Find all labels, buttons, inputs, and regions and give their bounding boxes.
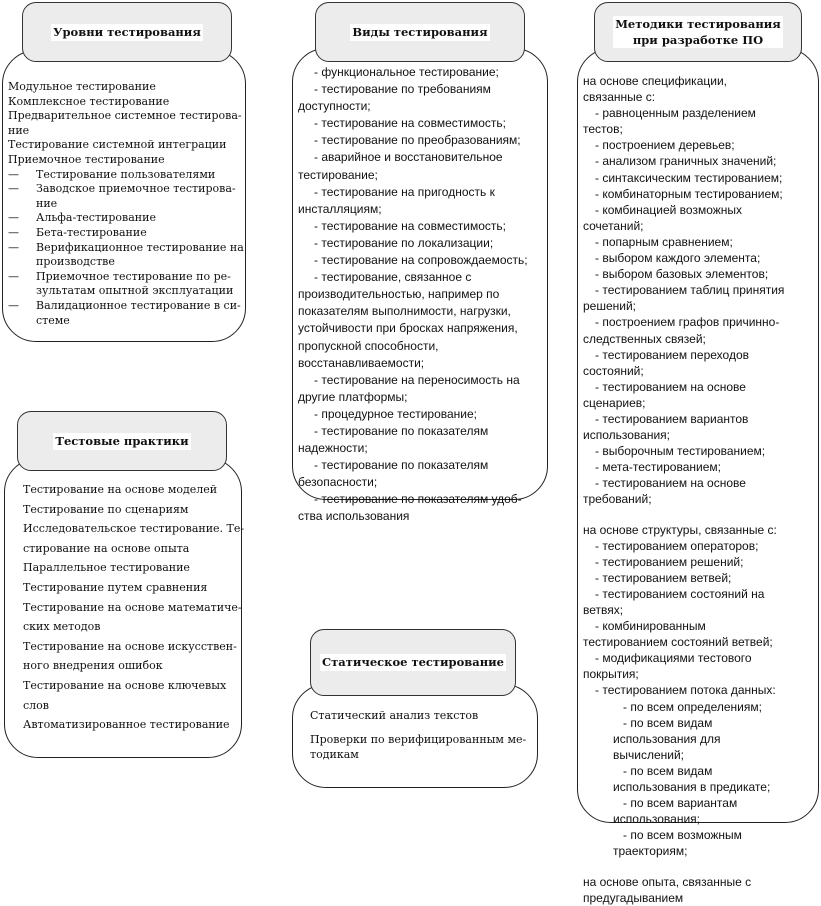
spacer bbox=[583, 860, 784, 874]
methods-item: - комбинированным bbox=[595, 619, 706, 634]
levels-sub-item-text: ние bbox=[36, 196, 58, 210]
types-item: восстанавливаемости; bbox=[298, 355, 425, 370]
methods-item: - выборочным тестированием; bbox=[595, 444, 766, 459]
types-item: безопасности; bbox=[298, 475, 378, 490]
types-item: производительностью, например по bbox=[298, 287, 500, 302]
types-list bbox=[298, 64, 528, 526]
methods-item: - тестированием состояний на bbox=[595, 586, 765, 601]
levels-sub-item-text: производстве bbox=[36, 255, 115, 269]
types-item: - тестирование по преобразованиям; bbox=[314, 133, 521, 148]
practices-item: ских методов bbox=[23, 620, 101, 634]
methods-item: использования в предикате; bbox=[613, 780, 771, 795]
static-title: Статическое тестирование bbox=[322, 655, 504, 669]
levels-sub-item bbox=[8, 182, 244, 197]
methods-item: тестов; bbox=[583, 122, 623, 137]
methods-item: - выбором каждого элемента; bbox=[595, 251, 761, 266]
types-item: надежности; bbox=[298, 441, 368, 456]
types-item: - тестирование на сопровождаемость; bbox=[314, 253, 528, 268]
methods-item: сценариев; bbox=[583, 395, 646, 410]
methods-item: - тестированием решений; bbox=[595, 554, 744, 569]
types-item: - тестирование по требованиям bbox=[314, 82, 491, 97]
methods-item: - тестированием ветвей; bbox=[595, 570, 732, 585]
levels-sub-item-text: стеме bbox=[36, 313, 70, 327]
practices-item: ного внедрения ошибок bbox=[23, 659, 163, 673]
methods-title bbox=[613, 16, 783, 48]
methods-item: - тестированием таблиц принятия bbox=[595, 283, 785, 298]
levels-sub-item bbox=[8, 270, 244, 285]
methods-item: вычислений; bbox=[613, 747, 684, 762]
practices-item: Исследовательское тестирование. Те- bbox=[23, 522, 245, 536]
types-title: Виды тестирования bbox=[352, 24, 488, 39]
methods-item: - по всем возможным bbox=[623, 828, 742, 843]
practices-item: Тестирование по сценариям bbox=[23, 502, 189, 516]
types-item: - тестирование на совместимость; bbox=[314, 218, 506, 233]
types-item: - тестирование по локализации; bbox=[314, 235, 494, 250]
methods-item: - по всем видам bbox=[623, 763, 713, 778]
static-list bbox=[310, 708, 526, 762]
levels-sub-item bbox=[8, 255, 244, 270]
methods-item: - комбинаторным тестированием; bbox=[595, 186, 783, 201]
methods-item: покрытия; bbox=[583, 667, 639, 682]
levels-sub-item-text: зультатам опытной эксплуатации bbox=[36, 284, 234, 298]
types-item: пропускной способности, bbox=[298, 338, 439, 353]
methods-item: предугадыванием bbox=[583, 890, 684, 905]
practices-title: Тестовые практики bbox=[55, 433, 189, 448]
types-item: - аварийное и восстановительное bbox=[314, 150, 503, 165]
methods-item: - по всем вариантам bbox=[623, 796, 738, 811]
methods-item: - синтаксическим тестированием; bbox=[595, 170, 783, 185]
levels-sub-item-text: Бета-тестирование bbox=[36, 225, 147, 239]
methods-item: использования; bbox=[583, 428, 670, 443]
levels-item: Комплексное тестирование bbox=[8, 94, 170, 108]
methods-item: - комбинацией возможных bbox=[595, 202, 743, 217]
types-item: устойчивости при бросках напряжения, bbox=[298, 321, 518, 336]
levels-sub-item bbox=[8, 241, 244, 256]
types-item: показателям выполнимости, нагрузки, bbox=[298, 304, 511, 319]
levels-item: ние bbox=[8, 123, 30, 137]
methods-item: решений; bbox=[583, 299, 637, 314]
types-item: ства использования bbox=[298, 509, 410, 524]
methods-item: - равноценным разделением bbox=[595, 106, 756, 121]
methods-item: ветвях; bbox=[583, 603, 624, 617]
methods-item: - тестированием операторов; bbox=[595, 538, 759, 553]
levels-item: Модульное тестирование bbox=[8, 80, 156, 93]
levels-sub-item bbox=[8, 284, 244, 299]
types-item: - тестирование, связанное с bbox=[314, 270, 472, 285]
methods-item: - тестированием переходов bbox=[595, 347, 749, 362]
methods-item: на основе структуры, связанные с: bbox=[583, 522, 777, 537]
practices-list bbox=[23, 480, 244, 735]
practices-item: слов bbox=[23, 698, 49, 712]
levels-sub-item bbox=[8, 197, 244, 212]
methods-item: состояний; bbox=[583, 363, 644, 378]
dash-marker: — bbox=[8, 298, 19, 312]
methods-item: тестированием состояний ветвей; bbox=[583, 635, 773, 650]
methods-item: - построением деревьев; bbox=[595, 138, 735, 153]
types-item: - тестирование на совместимость; bbox=[314, 116, 506, 131]
levels-sub-item-text: Альфа-тестирование bbox=[36, 211, 156, 225]
types-item: тестирование; bbox=[298, 167, 378, 182]
methods-item: использования; bbox=[613, 812, 700, 827]
dash-marker: — bbox=[8, 211, 19, 225]
methods-item: траекториям; bbox=[613, 844, 688, 859]
practices-header bbox=[17, 411, 227, 471]
methods-item: на основе опыта, связанные с bbox=[583, 874, 752, 889]
types-item: - функциональное тестирование; bbox=[314, 65, 499, 79]
methods-item: использования для bbox=[613, 731, 721, 746]
types-item: другие платформы; bbox=[298, 389, 408, 404]
dash-marker: — bbox=[8, 269, 19, 283]
types-item: - тестирование по показателям bbox=[314, 458, 489, 473]
methods-item: - тестированием потока данных: bbox=[595, 683, 776, 698]
types-item: - тестирование на пригодность к bbox=[314, 184, 495, 199]
methods-header bbox=[594, 2, 802, 62]
dash-marker: — bbox=[8, 167, 19, 181]
practices-item: Тестирование на основе математиче- bbox=[23, 600, 242, 614]
levels-item: Приемочное тестирование bbox=[8, 152, 165, 166]
methods-item: связанные с: bbox=[583, 90, 656, 105]
methods-item: на основе спецификации, bbox=[583, 74, 727, 88]
types-header bbox=[315, 2, 525, 62]
static-item: Статический анализ текстов bbox=[310, 709, 479, 722]
levels-item: Предварительное системное тестирова- bbox=[8, 109, 242, 123]
practices-item: стирование на основе опыта bbox=[23, 541, 190, 555]
methods-item: - попарным сравнением; bbox=[595, 234, 733, 249]
static-header bbox=[310, 629, 516, 696]
types-item: доступности; bbox=[298, 99, 371, 114]
types-item: - процедурное тестирование; bbox=[314, 406, 478, 421]
dash-marker: — bbox=[8, 240, 19, 254]
practices-item: Тестирование на основе моделей bbox=[23, 483, 218, 496]
levels-sub-item-text: Заводское приемочное тестирова- bbox=[36, 182, 236, 196]
methods-item: - по всем определениям; bbox=[623, 699, 762, 714]
types-item: - тестирование на переносимость на bbox=[314, 372, 520, 387]
methods-item: - модификациями тестового bbox=[595, 651, 752, 666]
levels-header bbox=[22, 2, 232, 62]
methods-item: - по всем видам bbox=[623, 715, 713, 730]
levels-item: Тестирование системной интеграции bbox=[8, 138, 227, 152]
levels-sub-item bbox=[8, 168, 244, 183]
levels-sub-item-text: Валидационное тестирование в си- bbox=[36, 298, 241, 312]
methods-title-line2: при разработке ПО bbox=[632, 33, 764, 47]
methods-item: - построением графов причинно- bbox=[595, 315, 780, 330]
levels-sub-list bbox=[8, 168, 244, 329]
practices-item: Тестирование на основе ключевых bbox=[23, 678, 227, 692]
levels-sub-item-text: Приемочное тестирование по ре- bbox=[36, 269, 231, 283]
practices-item: Тестирование на основе искусствен- bbox=[23, 639, 237, 653]
methods-item: - мета-тестированием; bbox=[595, 460, 721, 475]
spacer bbox=[583, 508, 784, 522]
types-item: - тестирование по показателям удоб- bbox=[314, 492, 522, 507]
levels-sub-item bbox=[8, 211, 244, 226]
methods-item: - выбором базовых элементов; bbox=[595, 267, 769, 282]
static-item: тодикам bbox=[310, 748, 359, 761]
types-item: инсталляциям; bbox=[298, 201, 382, 216]
practices-item: Параллельное тестирование bbox=[23, 561, 190, 575]
practices-item: Автоматизированное тестирование bbox=[23, 718, 230, 732]
methods-title-line1: Методики тестирования bbox=[615, 17, 781, 31]
methods-item: - анализом граничных значений; bbox=[595, 154, 777, 169]
levels-list bbox=[8, 80, 244, 328]
methods-item: - тестированием на основе bbox=[595, 476, 746, 491]
types-item: - тестирование по показателям bbox=[314, 423, 489, 438]
methods-item: следственных связей; bbox=[583, 331, 706, 346]
levels-sub-item-text: Тестирование пользователями bbox=[36, 167, 216, 181]
levels-sub-item bbox=[8, 299, 244, 314]
levels-sub-item bbox=[8, 226, 244, 241]
levels-sub-item bbox=[8, 314, 244, 329]
levels-sub-item-text: Верификационное тестирование на bbox=[36, 240, 244, 254]
methods-item: требований; bbox=[583, 492, 652, 507]
spacer bbox=[310, 723, 526, 732]
dash-marker: — bbox=[8, 225, 19, 239]
levels-title: Уровни тестирования bbox=[53, 24, 201, 39]
practices-item: Тестирование путем сравнения bbox=[23, 580, 208, 594]
static-item: Проверки по верифицированным ме- bbox=[310, 733, 527, 746]
dash-marker: — bbox=[8, 182, 19, 196]
methods-item: сочетаний; bbox=[583, 218, 644, 233]
methods-item: - тестированием вариантов bbox=[595, 411, 749, 426]
methods-item: - тестированием на основе bbox=[595, 379, 746, 394]
methods-list bbox=[583, 73, 784, 906]
